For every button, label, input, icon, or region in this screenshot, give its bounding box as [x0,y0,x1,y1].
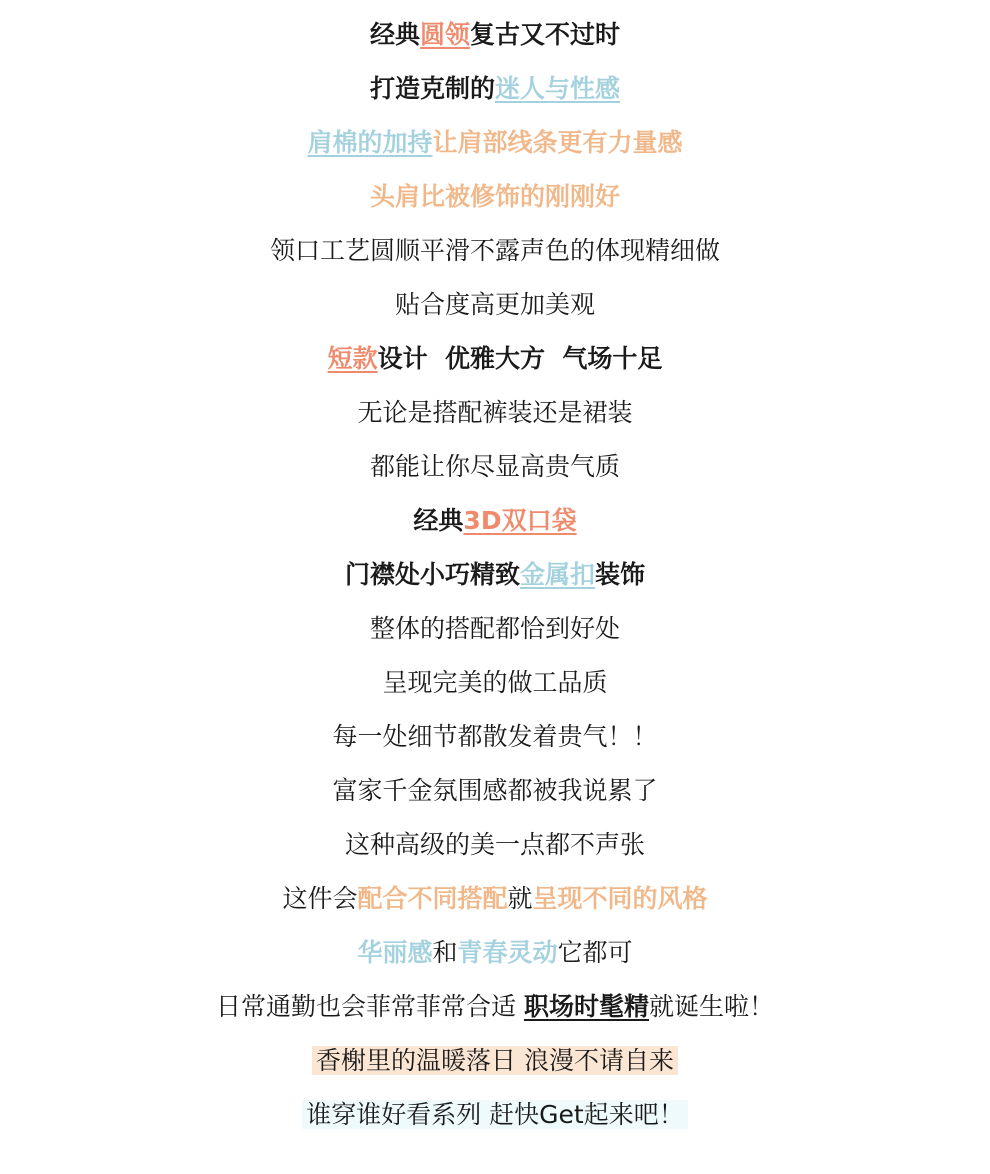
text-segment: 这件会 [282,884,358,913]
highlight-text: 职场时髦精 [523,992,649,1021]
highlight-text: 金属扣 [519,560,595,589]
text-line [0,548,990,602]
text-line [0,818,990,872]
text-line [0,764,990,818]
text-segment: 呈现完美的做工品质 [382,668,608,697]
highlight-text: 配合不同搭配 [357,884,508,913]
text-segment: 门襟处小巧精致 [344,560,520,589]
text-line [0,494,990,548]
text-segment: 和 [432,938,458,967]
text-line [0,656,990,710]
text-line [0,386,990,440]
text-segment: 无论是搭配裤装还是裙装 [357,398,633,427]
text-segment: 富家千金氛围感都被我说累了 [332,776,658,805]
text-line [0,116,990,170]
text-segment: 这种高级的美一点都不声张 [344,830,645,859]
highlight-text: 青春灵动 [457,938,558,967]
text-line [0,332,990,386]
text-segment: 它都可 [557,938,633,967]
highlight-text: 迷人与性感 [495,74,621,103]
highlighted-line: 香榭里的温暖落日 浪漫不请自来 [312,1046,678,1075]
text-segment: 日常通勤也会菲常菲常合适 [216,992,524,1021]
text-segment: 就 [507,884,533,913]
highlighted-line: 谁穿谁好看系列 赶快Get起来吧！ [302,1100,688,1129]
text-line [0,602,990,656]
text-line [0,710,990,764]
highlight-text: 呈现不同的风格 [532,884,708,913]
text-segment: 经典 [369,20,420,49]
text-line [0,170,990,224]
text-segment: 领口工艺圆顺平滑不露声色的体现精细做 [269,236,720,265]
text-segment: 让肩部线条更有力量感 [432,128,683,157]
text-segment: 头肩比被修饰的刚刚好 [369,182,620,211]
highlight-text: 圆领 [419,20,470,49]
text-segment: 经典 [413,506,464,535]
text-segment: 每一处细节都散发着贵气！！ [332,722,658,751]
text-line [0,62,990,116]
highlight-text: 短款 [327,344,378,373]
text-segment: 整体的搭配都恰到好处 [369,614,620,643]
text-line [0,8,990,62]
text-segment: 贴合度高更加美观 [394,290,595,319]
highlight-text: 3D双口袋 [463,506,577,535]
text-line [0,440,990,494]
text-segment: 就诞生啦！ [648,992,774,1021]
text-line [0,872,990,926]
text-segment: 设计 优雅大方 气场十足 [377,344,663,373]
text-line [0,980,990,1034]
text-segment: 打造克制的 [369,74,495,103]
text-line [0,926,990,980]
text-segment: 都能让你尽显高贵气质 [369,452,620,481]
text-segment: 装饰 [595,560,646,589]
text-line [0,1088,990,1142]
highlight-text: 华丽感 [357,938,433,967]
text-line [0,278,990,332]
text-line [0,1034,990,1088]
text-line [0,224,990,278]
text-segment: 复古又不过时 [470,20,621,49]
highlight-text: 肩棉的加持 [307,128,433,157]
